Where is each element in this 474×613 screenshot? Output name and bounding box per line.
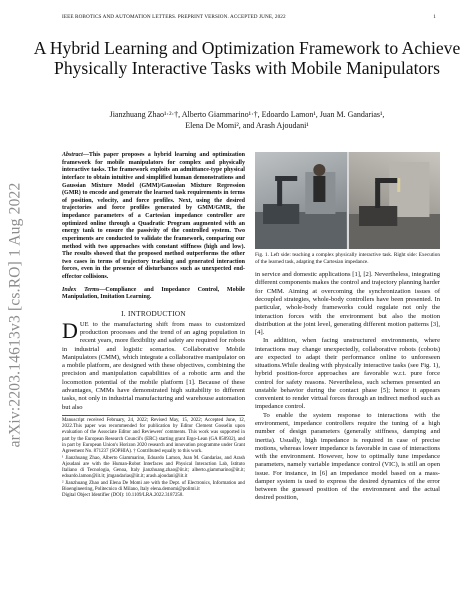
arxiv-identifier: arXiv:2203.14613v3 [cs.RO] 1 Aug 2022: [6, 182, 24, 448]
footnotes: [62, 415, 245, 500]
index-terms-text: —Compliance and Impedance Control, Mobile Manipulation, Imitation Learning.: [62, 286, 245, 301]
arxiv-stamp: [2, 150, 28, 480]
drop-cap: D: [62, 317, 78, 343]
authors-line-1: Jianzhuang Zhao¹·²·†, Alberto Giammarino¹·†, Edoardo Lamon¹, Juan M. Gandarias¹,: [109, 110, 385, 119]
abstract-lead: Abstract: [62, 152, 83, 158]
teaching-photo-illustration: [255, 152, 347, 249]
right-paragraph-3: To enable the system response to interactions with the environment, impedance controllers require the tuning of a high number of design parameters (generally stiffness, damping and inertia). Usually, high impedance is required in case of precise motions, whereas lower impedance is favorable in case of interactions with the environment. However, how to optimally tune impedance parameters, namely variable impedance control (VIC), is still an open issue. For instance, in [6] an impedance model based on a mass-damper system is used to express the desired dynamics of the error between the guessed position of the environment and the actual desired position,: [255, 411, 440, 502]
footnote-doi: Digital Object Identifier (DOI): 10.1109/LRA.2022.3187258.: [62, 493, 184, 499]
running-header-left: IEEE ROBOTICS AND AUTOMATION LETTERS. PREPRINT VERSION. ACCEPTED JUNE, 2022: [62, 14, 286, 20]
index-terms: [62, 287, 245, 302]
section-heading-introduction: I. INTRODUCTION: [121, 309, 186, 318]
figure-photo-teaching: [255, 152, 347, 249]
introduction-paragraph-1-text: UE to the manufacturing shift from mass to customized production processes and the trend of an aging population in recent years, more flexibility and safety are required for robots in industrial and logistic scenarios. Collaborative Mobile Manipulators (CMM), which integrate a collaborative manipulator on a mobile platform, are designed with these objectives, combining the precision and manipulation capabilities of a robotic arm and the locomotion potential of the mobile platform [1]. Because of these advantages, CMMs have demonstrated high suitability to different tasks, not only in industrial manufacturing and warehouse automation but also: [62, 320, 245, 411]
paper-title: A Hybrid Learning and Optimization Framework to Achieve Physically Interactive Tasks with Mobile Manipulators: [33, 38, 461, 78]
footnote-manuscript: Manuscript received February, 24, 2022; Revised May, 15, 2022; Accepted June, 12, 2022.This paper was recommended for publication by Editor Clement Gosselin upon evaluation of the Associate Editor and Reviewers' comments. This work was supported in part by the European Research Council's (ERC) starting grant Ergo-Lean (GA 850932), and in part by European Union's Horizon 2020 research and innovation programme under Grant Agreement No. 871237 (SOPHIA). † Contributed equally to this work.: [62, 417, 245, 455]
page-number: 1: [433, 14, 436, 20]
footnote-affiliation-2: ² Jianzhuang Zhao and Elena De Momi are with the Dept. of Electronics, Information and Bioengineering, Politecnico di Milano, Italy elena.demomi@polimi.it: [62, 480, 245, 493]
figure-1-caption: Fig. 1. Left side: teaching a complex physically interactive task. Right side: Execution of the learned task, adapting the Cartesian impedance.: [255, 252, 440, 265]
index-terms-lead: Index Terms: [62, 286, 100, 293]
right-paragraph-1: in service and domestic applications [1], [2]. Nevertheless, integrating different components makes the control and trajectory planning harder for CMM. Aiming at overcoming the synchronization issues of decoupled strategies, whole-body controllers have been presented. In particular, whole-body frameworks could regulate not only the interaction forces with the environment but also the motion distribution at the joint level, generating different motion patterns [3], [4].: [255, 271, 440, 337]
right-paragraph-2: In addition, when facing unstructured environments, where interactions may change unexpectedly, collaborative robots (cobots) are expected to adapt their performance online to unforeseen situations.While dealing with physically interactive tasks (see Fig. 1), hybrid position-force approaches are favorable w.r.t. pure force control for safety reasons. Nevertheless, such schemes presented an unstable behavior during the contact phase [5]; hence it appears convenient to render virtual forces through an indirect method such as impedance control.: [255, 337, 440, 411]
abstract: [62, 152, 245, 282]
introduction-paragraph-1: [62, 317, 245, 412]
figure-photo-execution: [349, 152, 441, 249]
author-list: [40, 109, 454, 131]
left-column: [62, 152, 245, 500]
abstract-text: —This paper proposes a hybrid learning and optimization framework for mobile manipulators for complex and physically interactive tasks. The framework exploits an admittance-type physical interface to obtain intuitive and simplified human demonstrations and Gaussian Mixture Model (GMM)/Gaussian Mixture Regression (GMR) to encode and generate the learned task requirements in terms of position, velocity, and force profiles. Next, using the desired trajectories and force profiles generated by GMM/GMR, the impedance parameters of a Cartesian impedance controller are optimized online through a Quadratic Program augmented with an energy tank to ensure the passivity of the controlled system. Two experiments are conducted to validate the framework, comparing our method with two approaches with constant stiffness (high and low). The results showed that the proposed method outperforms the other two cases in terms of trajectory tracking and generated interaction forces, even in the presence of disturbances such as unexpected end-effector collisions.: [62, 152, 245, 280]
execution-photo-illustration: [349, 152, 441, 249]
footnote-affiliation-1: ¹ Jianzhuang Zhao, Alberto Giammarino, Edoardo Lamon, Juan M. Gandarias, and Arash Ajoudani are with the Human-Robot Interfaces and Physical Interaction Lab, Istituto Italiano di Tecnologia, Genoa, Italy jianzhuang.zhao@iit.it; alberto.giammarino@iit.it; edoardo.lamon@iit.it; jmgandarias@iit.it; arash.ajoudani@iit.it: [62, 455, 245, 480]
figure-1: [255, 152, 440, 249]
right-column: [255, 152, 440, 503]
authors-line-2: Elena De Momi², and Arash Ajoudani¹: [185, 121, 309, 130]
running-header: [62, 14, 436, 20]
